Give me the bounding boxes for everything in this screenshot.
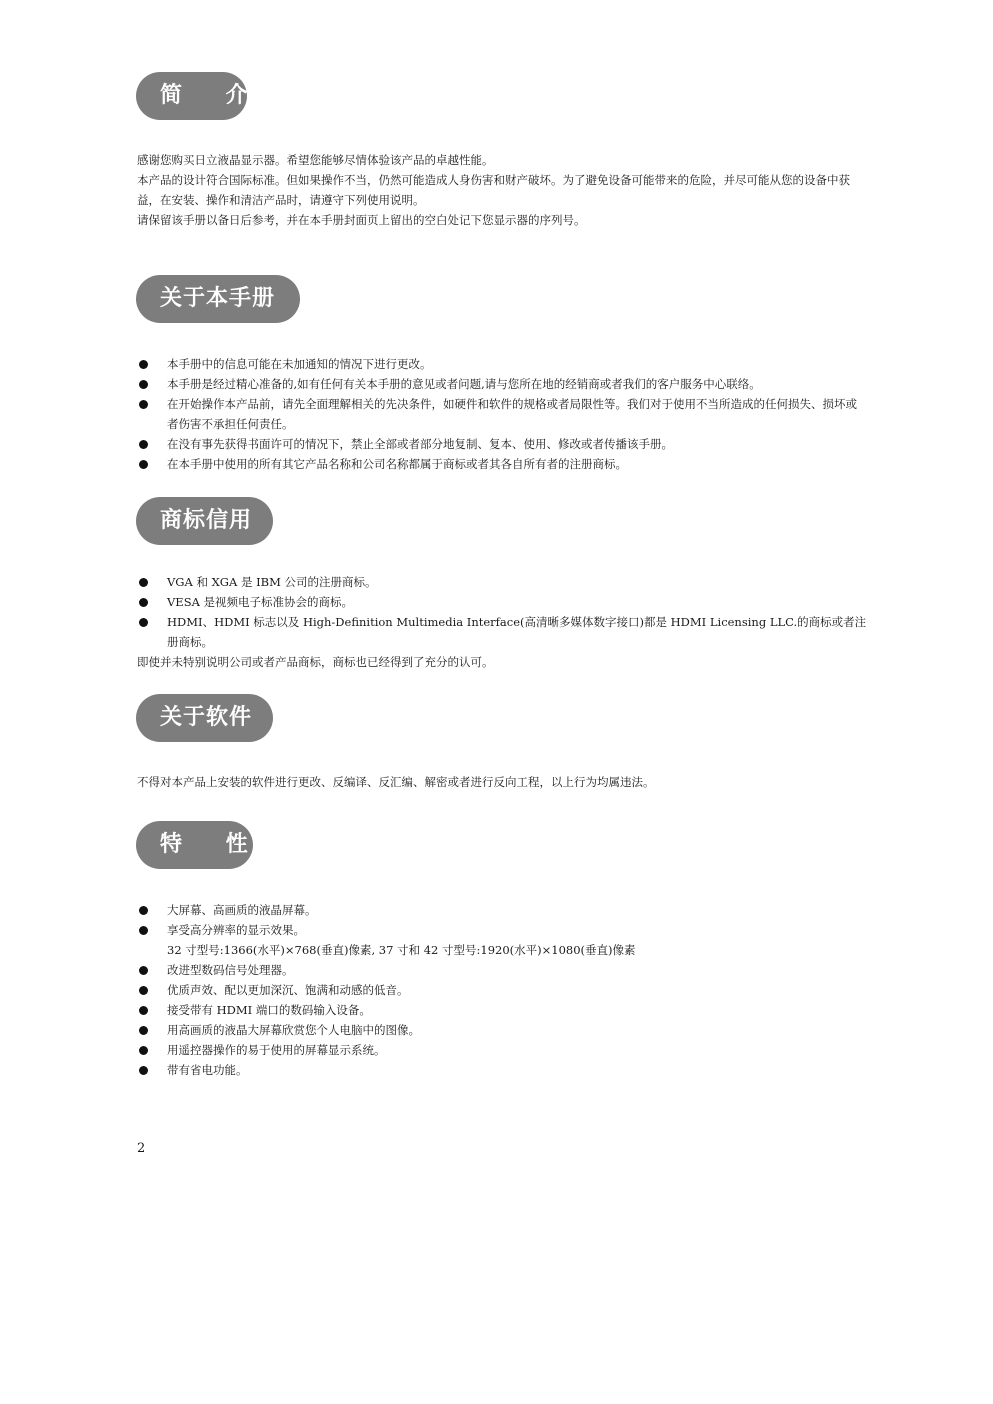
- bullet-icon: [139, 380, 148, 389]
- bullet-icon: [139, 440, 148, 449]
- section-heading-intro: 简 介: [136, 72, 247, 120]
- list-item-text: VESA 是视频电子标准协会的商标。: [167, 595, 354, 609]
- bullet-icon: [139, 360, 148, 369]
- list-item: [137, 434, 867, 454]
- trademark-note: 即使并未特别说明公司或者产品商标，商标也已经得到了充分的认可。: [137, 655, 494, 669]
- list-item-text: HDMI、HDMI 标志以及 High-Definition Multimedia Interface(高清晰多媒体数字接口)都是 HDMI Licensing LLC.的商标或者注册商标。: [167, 615, 867, 649]
- list-item-text: 用高画质的液晶大屏幕欣赏您个人电脑中的图像。: [167, 1023, 420, 1037]
- bullet-icon: [139, 598, 148, 607]
- list-item-text: 接受带有 HDMI 端口的数码输入设备。: [167, 1003, 371, 1017]
- page-number: 2: [137, 1141, 146, 1156]
- section-heading-software: 关于软件: [136, 694, 273, 742]
- section-heading-features: 特 性: [136, 821, 253, 869]
- list-item-text: VGA 和 XGA 是 IBM 公司的注册商标。: [167, 575, 377, 589]
- bullet-icon: [139, 926, 148, 935]
- list-item: [137, 1040, 867, 1060]
- list-item-text: 大屏幕、高画质的液晶屏幕。: [167, 903, 317, 917]
- section-heading-manual: 关于本手册: [136, 275, 300, 323]
- intro-paragraph: 本产品的设计符合国际标准。但如果操作不当，仍然可能造成人身伤害和财产破坏。为了避免设备可能带来的危险，并尽可能从您的设备中获益，在安装、操作和清洁产品时，请遵守下列使用说明。: [137, 173, 850, 207]
- bullet-icon: [139, 400, 148, 409]
- bullet-icon: [139, 966, 148, 975]
- list-item: [137, 354, 867, 374]
- list-item: [137, 374, 867, 394]
- list-item: [137, 612, 867, 652]
- list-item-text: 享受高分辨率的显示效果。: [167, 923, 305, 937]
- bullet-icon: [139, 906, 148, 915]
- list-item: [137, 920, 867, 960]
- list-item-subtext: 32 寸型号:1366(水平)×768(垂直)像素, 37 寸和 42 寸型号:1920(水平)×1080(垂直)像素: [167, 943, 636, 957]
- list-item: [137, 1000, 867, 1020]
- manual-list: [137, 354, 867, 474]
- list-item-text: 在没有事先获得书面许可的情况下，禁止全部或者部分地复制、复本、使用、修改或者传播该手册。: [167, 437, 673, 451]
- bullet-icon: [139, 618, 148, 627]
- trademark-list: [137, 572, 867, 652]
- intro-paragraph: 感谢您购买日立液晶显示器。希望您能够尽情体验该产品的卓越性能。: [137, 153, 494, 167]
- list-item-text: 带有省电功能。: [167, 1063, 248, 1077]
- bullet-icon: [139, 578, 148, 587]
- list-item: [137, 592, 867, 612]
- list-item: [137, 572, 867, 592]
- bullet-icon: [139, 1046, 148, 1055]
- bullet-icon: [139, 1006, 148, 1015]
- list-item: [137, 1020, 867, 1040]
- intro-body: [137, 150, 867, 230]
- list-item-text: 改进型数码信号处理器。: [167, 963, 294, 977]
- list-item: [137, 980, 867, 1000]
- list-item: [137, 394, 867, 434]
- list-item-text: 用遥控器操作的易于使用的屏幕显示系统。: [167, 1043, 386, 1057]
- bullet-icon: [139, 1066, 148, 1075]
- bullet-icon: [139, 986, 148, 995]
- list-item-text: 在本手册中使用的所有其它产品名称和公司名称都属于商标或者其各自所有者的注册商标。: [167, 457, 627, 471]
- section-heading-trademark: 商标信用: [136, 497, 273, 545]
- list-item: [137, 960, 867, 980]
- list-item-text: 在开始操作本产品前，请先全面理解相关的先决条件，如硬件和软件的规格或者局限性等。我们对于使用不当所造成的任何损失、损坏或者伤害不承担任何责任。: [167, 397, 857, 431]
- software-text: 不得对本产品上安装的软件进行更改、反编译、反汇编、解密或者进行反向工程，以上行为均属违法。: [137, 775, 655, 789]
- list-item: [137, 900, 867, 920]
- bullet-icon: [139, 1026, 148, 1035]
- list-item-text: 优质声效、配以更加深沉、饱满和动感的低音。: [167, 983, 409, 997]
- list-item: [137, 454, 867, 474]
- bullet-icon: [139, 460, 148, 469]
- features-list: [137, 900, 867, 1080]
- list-item: [137, 1060, 867, 1080]
- intro-paragraph: 请保留该手册以备日后参考，并在本手册封面页上留出的空白处记下您显示器的序列号。: [137, 213, 586, 227]
- list-item-text: 本手册是经过精心准备的,如有任何有关本手册的意见或者问题,请与您所在地的经销商或者我们的客户服务中心联络。: [167, 377, 761, 391]
- list-item-text: 本手册中的信息可能在未加通知的情况下进行更改。: [167, 357, 432, 371]
